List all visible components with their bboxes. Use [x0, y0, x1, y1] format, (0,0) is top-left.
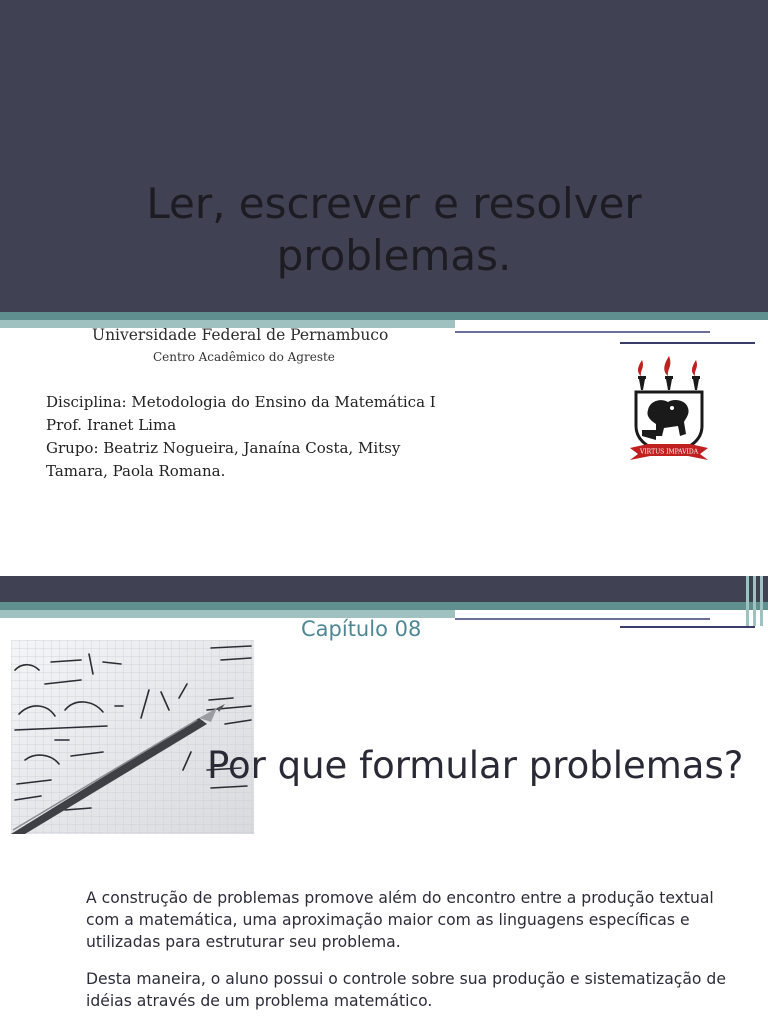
- divider-rule: [620, 342, 755, 344]
- divider-rule: [455, 331, 710, 333]
- divider-rule: [620, 626, 755, 628]
- divider-rule: [455, 618, 710, 620]
- university-name: Universidade Federal de Pernambuco: [92, 326, 389, 344]
- teal-band: [0, 602, 768, 610]
- slide-gap: [0, 548, 768, 576]
- course-info: [46, 391, 466, 483]
- corner-stripes: [740, 576, 768, 626]
- chapter-label: Capítulo 08: [301, 617, 422, 641]
- body-paragraph-1: A construção de problemas promove além do encontro entre a produção textual com a matemática, uma aproximação maior com as linguagens específicas e utilizadas para estruturar seu problema.: [86, 889, 714, 951]
- university-crest-logo: [628, 356, 710, 468]
- slide-title: [0, 178, 768, 282]
- discipline-text: Disciplina: Metodologia do Ensino da Matemática I: [46, 393, 436, 411]
- group-text: Grupo: Beatriz Nogueira, Janaína Costa, Mitsy Tamara, Paola Romana.: [46, 439, 401, 480]
- crest-motto: VIRTUS IMPAVIDA: [639, 448, 699, 456]
- professor-text: Prof. Iranet Lima: [46, 416, 177, 434]
- slide-body: [86, 887, 726, 1024]
- slide-question-title: Por que formular problemas?: [207, 744, 744, 787]
- slide-title-line-2: problemas.: [276, 231, 512, 280]
- band-gap: [455, 320, 768, 328]
- center-name: Centro Acadêmico do Agreste: [153, 350, 335, 364]
- content-header-band: [0, 576, 768, 602]
- content-slide: [0, 576, 768, 1024]
- body-paragraph-2: Desta maneira, o aluno possui o controle sobre sua produção e sistematização de idéias através de um problema matemático.: [86, 970, 726, 1010]
- math-paper-pen-photo: [11, 640, 254, 834]
- slide-title-line-1: Ler, escrever e resolver: [146, 179, 642, 228]
- teal-band: [0, 312, 768, 320]
